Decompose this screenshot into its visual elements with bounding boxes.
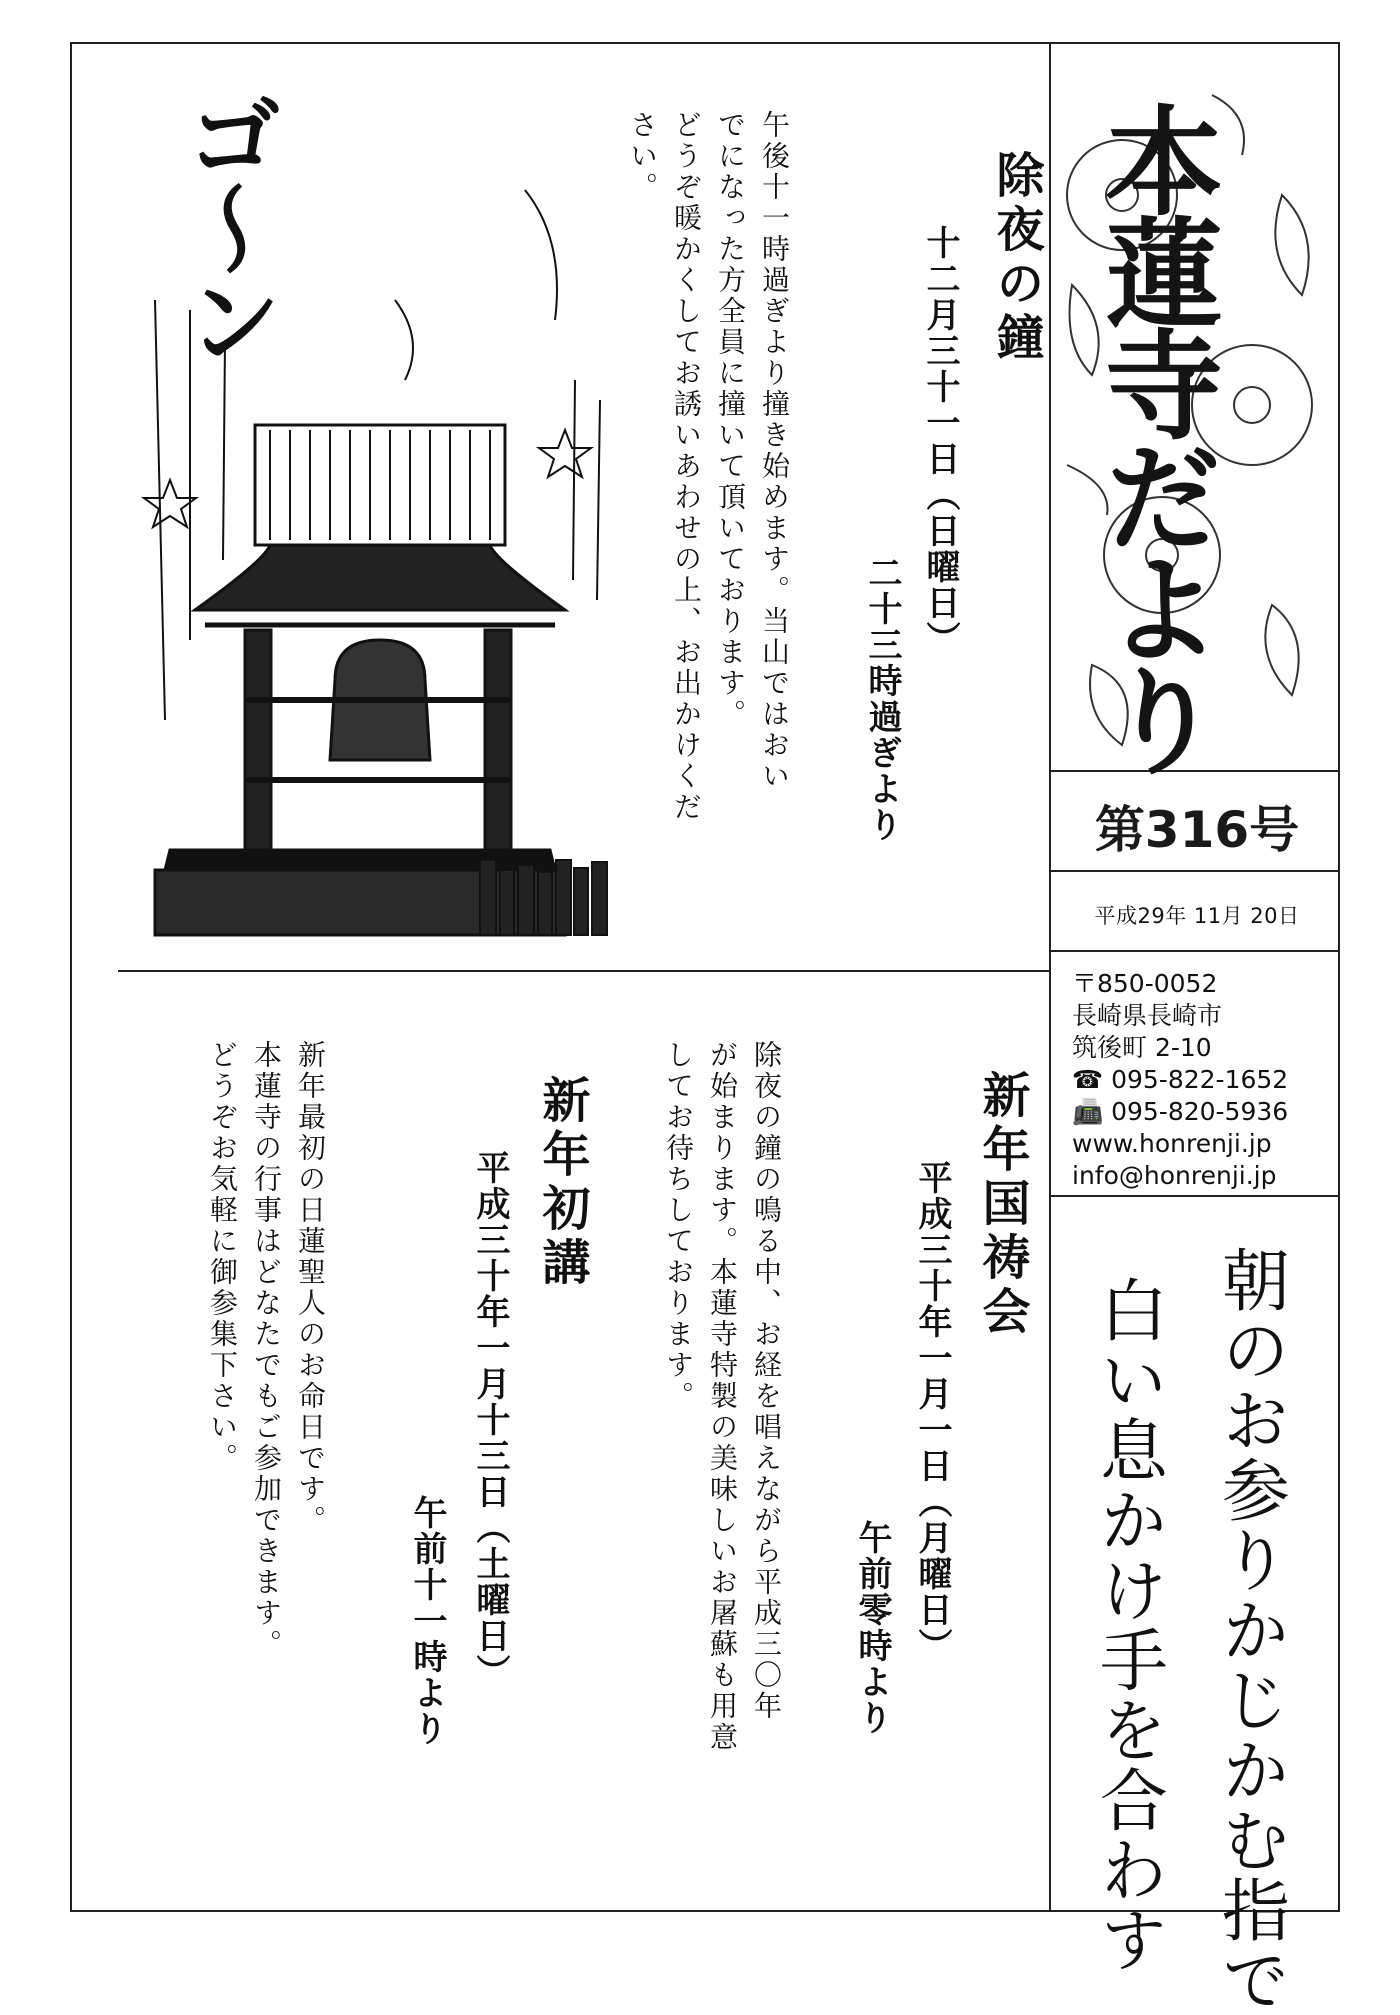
website-link[interactable]: www.honrenji.jp (1072, 1129, 1272, 1158)
article3-body-line: 本蓮寺の行事はどなたでもご参加できます。 (250, 1040, 283, 1660)
article1-date: 十二月三十一日（日曜日） (920, 225, 960, 657)
article1-body-line: でになった方全員に撞いて頂いております。 (714, 110, 747, 730)
phone-number: ☎ 095-822-1652 (1072, 1065, 1289, 1094)
article2-body-line: 除夜の鐘の鳴る中、お経を唱えながら平成三〇年 (750, 1040, 783, 1722)
issue-divider (1049, 870, 1340, 872)
fax-number: 📠 095-820-5936 (1072, 1097, 1289, 1126)
contact-divider (1049, 1195, 1340, 1197)
bell-sound-text: ゴ〜ン (170, 88, 284, 364)
address-line-1: 長崎県長崎市 (1072, 1001, 1223, 1030)
article2-body (656, 1040, 788, 1753)
email-link[interactable]: info@honrenji.jp (1072, 1161, 1277, 1190)
article1-body (620, 110, 796, 823)
haiku-line-1: 朝のお参りかじかむ指で (1210, 1245, 1290, 2015)
article3-body (200, 1040, 332, 1660)
postal-code: 〒850-0052 (1072, 969, 1218, 998)
issue-date: 平成29年 11月 20日 (1094, 904, 1300, 928)
article1-body-line: 午後十一時過ぎより撞き始めます。当山ではおい (758, 110, 791, 792)
contact-block (1072, 968, 1288, 1192)
address-line-2: 筑後町 2-10 (1072, 1033, 1212, 1062)
article1-time: 二十三時過ぎより (862, 555, 902, 843)
article1-body-line: さい。 (626, 110, 659, 203)
article3-time: 午前十一時より (407, 1495, 447, 1747)
article3-date: 平成三十年一月十三日（土曜日） (470, 1150, 510, 1690)
issue-number: 第316号 (1094, 801, 1300, 859)
article3-body-line: どうぞお気軽に御参集下さい。 (206, 1040, 239, 1474)
masthead-title: 本蓮寺だより (1085, 100, 1224, 772)
article2-time: 午前零時より (852, 1520, 892, 1736)
article2-body-line: が始まります。本蓮寺特製の美味しいお屠蘇も用意 (706, 1040, 739, 1753)
haiku-line-2: 白い息かけ手を合わす (1088, 1275, 1168, 1975)
section-divider (118, 970, 1050, 972)
article2-title: 新年国祷会 (974, 1070, 1030, 1340)
article1-title: 除夜の鐘 (988, 150, 1044, 366)
article3-title: 新年初講 (534, 1075, 590, 1291)
article1-body-line: どうぞ暖かくしてお誘いあわせの上、お出かけくだ (670, 110, 703, 823)
article3-body-line: 新年最初の日蓮聖人のお命日です。 (294, 1040, 327, 1536)
date-divider (1049, 950, 1340, 952)
article2-date: 平成三十年一月一日（月曜日） (912, 1160, 952, 1664)
article2-body-line: してお待ちしております。 (662, 1040, 695, 1412)
